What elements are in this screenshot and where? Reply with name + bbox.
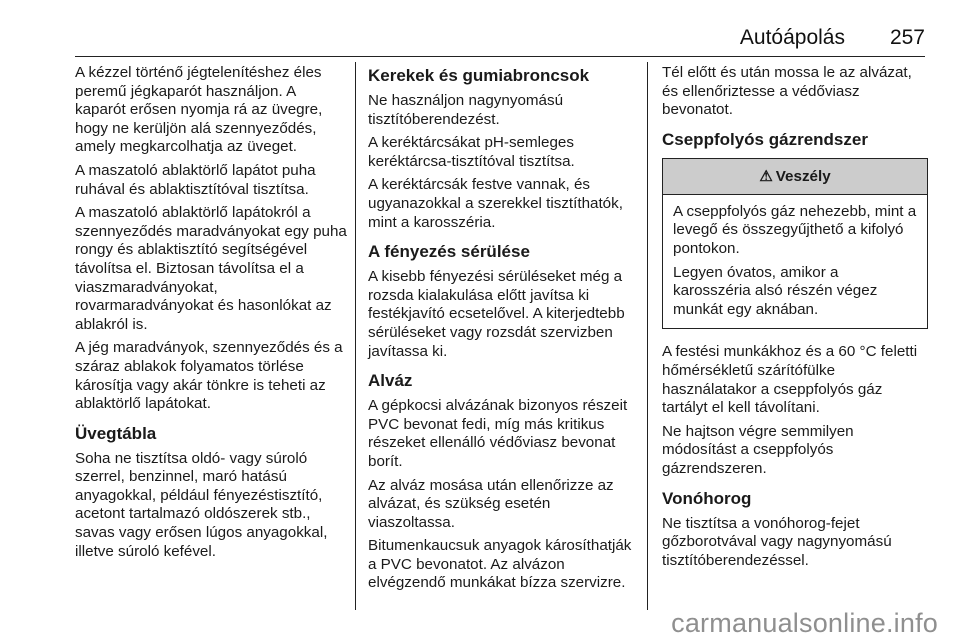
warning-body bbox=[663, 195, 927, 329]
heading-wheels: Kerekek és gumiabroncsok bbox=[368, 66, 590, 85]
paragraph: A kisebb fényezési sérüléseket még a rozsda kialakulása előtt javítsa ki festékjavító ecsetelővel. A kiterjedtebb sérüléseket vagy rozsdát szervizben javítassa ki. bbox=[368, 268, 625, 360]
page-header bbox=[75, 26, 925, 54]
paragraph: A gépkocsi alvázának bizonyos részeit PVC bevonat fedi, míg más kritikus részeket ellenálló védőviasz bevonat borít. bbox=[368, 397, 628, 470]
heading-glass: Üvegtábla bbox=[75, 423, 157, 443]
paragraph: Ne használjon nagynyomású tisztítóberendezést. bbox=[368, 92, 564, 128]
paragraph: A keréktárcsák festve vannak, és ugyanazokkal a szerekkel tisztíthatók, mint a karosszéria. bbox=[368, 176, 623, 231]
paragraph: A maszatoló ablaktörlő lapátokról a szennyeződés maradványokat egy puha rongy és ablaktisztító segítségével távolítsa el. Biztosan távolítsa el a viaszmaradványokat, rovarmaradványokat és hasonlókat az ablakról is. bbox=[75, 204, 347, 333]
paragraph: A kézzel történő jégtelenítéshez éles peremű jégkaparót használjon. A kaparót erősen nyomja rá az üvegre, hogy ne kerüljön alá szennyeződés, amely megkarcolhatja az üveget. bbox=[75, 64, 323, 156]
heading-paint: A fényezés sérülése bbox=[368, 242, 530, 262]
heading-towbar: Vonóhorog bbox=[662, 488, 752, 508]
column-divider bbox=[355, 62, 356, 610]
watermark: carmanualsonline.info bbox=[671, 608, 938, 638]
heading-chassis: Alváz bbox=[368, 371, 413, 391]
header-divider bbox=[75, 56, 925, 57]
paragraph: A cseppfolyós gáz nehezebb, mint a levegő és összegyűjthető a kifolyó pontokon. bbox=[673, 202, 917, 257]
column-1 bbox=[75, 64, 347, 566]
paragraph: Tél előtt és után mossa le az alvázat, és ellenőriztesse a védőviasz bevonatot. bbox=[662, 64, 912, 119]
column-3 bbox=[662, 64, 928, 575]
paragraph: Soha ne tisztítsa oldó- vagy súroló szerrel, benzinnel, maró hatású anyagokkal, például fényezéstisztító, acetont tartalmazó oldószerek stb., savas vagy erősen lúgos anyagokkal, illetve súroló kefével. bbox=[75, 449, 328, 560]
paragraph: A festési munkákhoz és a 60 °C feletti hőmérsékletű szárítófülke használatakor a cseppfolyós gáz tartályt el kell távolítani. bbox=[662, 343, 918, 417]
column-divider bbox=[647, 62, 648, 610]
warning-title: Veszély bbox=[775, 167, 831, 185]
warning-header bbox=[663, 159, 927, 195]
column-2 bbox=[368, 64, 636, 598]
warning-box bbox=[662, 158, 928, 330]
paragraph: A maszatoló ablaktörlő lapátot puha ruhával és ablaktisztítóval tisztítsa. bbox=[75, 161, 316, 198]
heading-lpg: Cseppfolyós gázrendszer bbox=[662, 129, 868, 149]
paragraph: Bitumenkaucsuk anyagok károsíthatják a PVC bevonatot. Az alvázon elvégzendő munkákat bízza szervizre. bbox=[368, 537, 632, 592]
warning-triangle-icon: ⚠ bbox=[759, 167, 773, 185]
paragraph: Az alváz mosása után ellenőrizze az alvázat, és szükség esetén viaszoltassa. bbox=[368, 476, 614, 531]
paragraph: Ne hajtson végre semmilyen módosítást a cseppfolyós gázrendszeren. bbox=[662, 422, 854, 477]
paragraph: A jég maradványok, szennyeződés és a száraz ablakok folyamatos törlése károsítja vagy akár tönkre is teheti az ablaktörlő lapátokat. bbox=[75, 339, 343, 413]
paragraph: A keréktárcsákat pH-semleges keréktárcsa-tisztítóval tisztítsa. bbox=[368, 134, 575, 170]
paragraph: Legyen óvatos, amikor a karosszéria alsó részén végez munkát egy aknában. bbox=[673, 263, 878, 318]
paragraph: Ne tisztítsa a vonóhorog-fejet gőzborotvával vagy nagynyomású tisztítóberendezéssel. bbox=[662, 514, 892, 569]
page-number: 257 bbox=[889, 26, 925, 49]
section-title: Autóápolás bbox=[739, 26, 845, 49]
